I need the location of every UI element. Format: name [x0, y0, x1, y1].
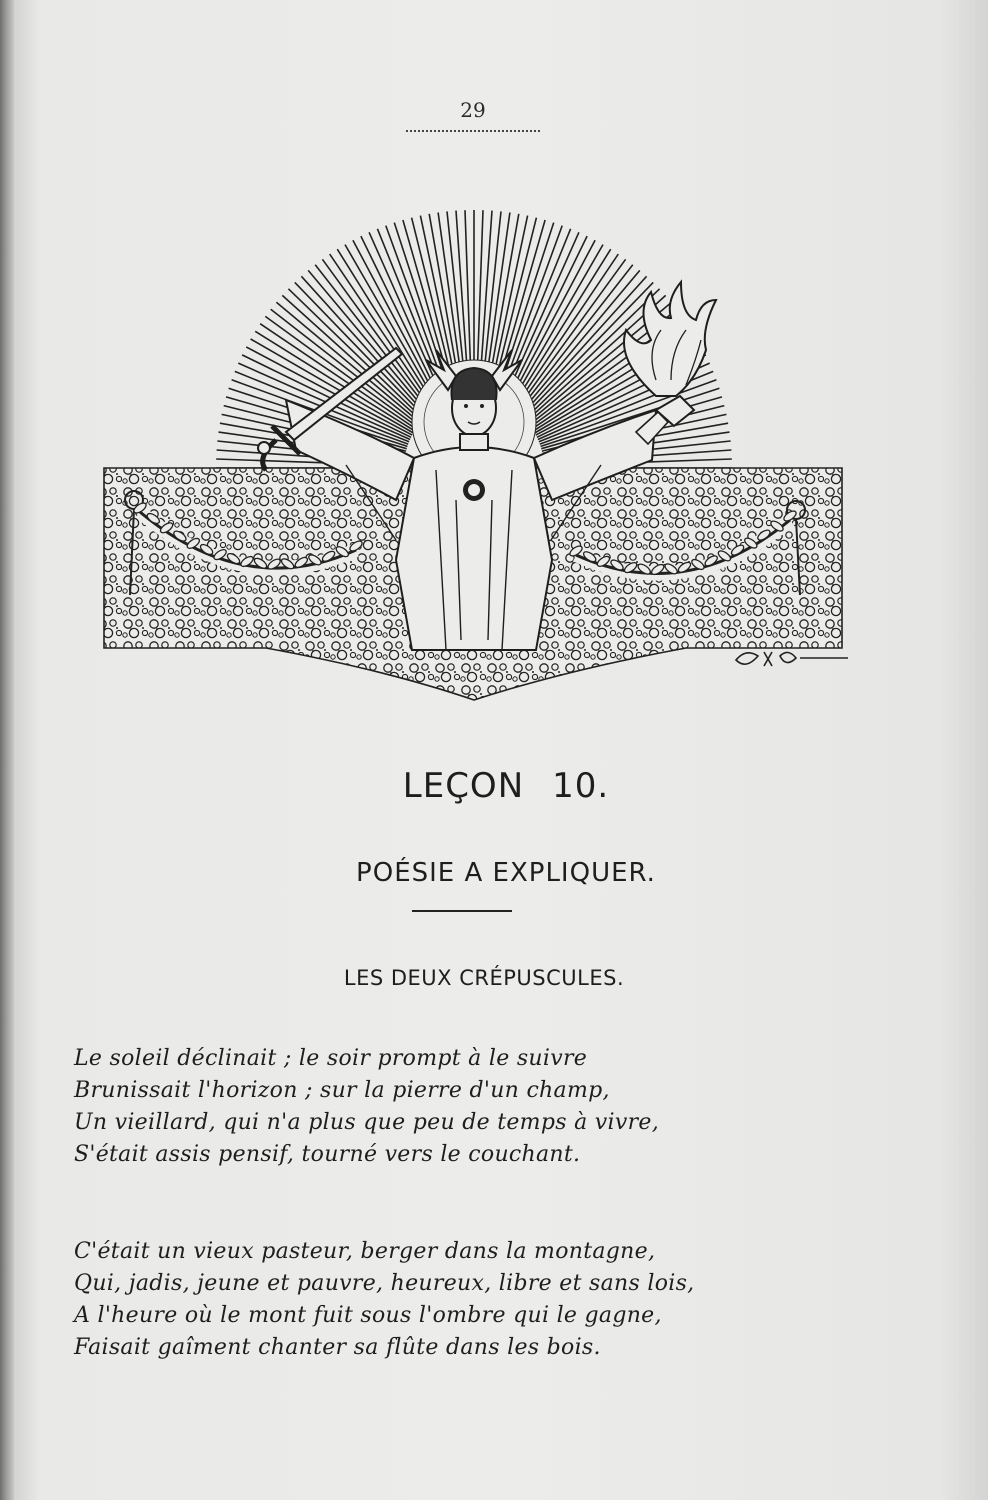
poem-line: S'était assis pensif, tourné vers le couchant.	[74, 1142, 581, 1167]
lesson-subtitle: POÉSIE A EXPLIQUER.	[356, 858, 656, 888]
section-divider	[412, 910, 512, 912]
page-number: 29	[460, 98, 486, 122]
lesson-number: 10.	[552, 766, 610, 806]
poem-stanza-1	[74, 1043, 834, 1171]
lesson-title-word: LEÇON	[402, 766, 525, 806]
poem-line: A l'heure où le mont fuit sous l'ombre qui le gagne,	[74, 1303, 662, 1328]
page-number-rule	[406, 130, 540, 132]
poem-line: Le soleil déclinait ; le soir prompt à le suivre	[74, 1046, 588, 1071]
lesson-title	[12, 766, 988, 806]
poem-line: Brunissait l'horizon ; sur la pierre d'un champ,	[74, 1078, 610, 1103]
allegorical-illustration	[96, 200, 856, 710]
poem-title: LES DEUX CRÉPUSCULES.	[343, 966, 625, 990]
poem-stanza-2	[74, 1236, 834, 1364]
poem-line: Faisait gaîment chanter sa flûte dans les bois.	[74, 1335, 601, 1360]
artist-signature	[736, 652, 848, 666]
page-binding-edge	[0, 0, 14, 1500]
poem-line: Qui, jadis, jeune et pauvre, heureux, libre et sans lois,	[74, 1271, 695, 1296]
poem-line: Un vieillard, qui n'a plus que peu de temps à vivre,	[74, 1110, 660, 1135]
poem-line: C'était un vieux pasteur, berger dans la montagne,	[74, 1239, 656, 1264]
